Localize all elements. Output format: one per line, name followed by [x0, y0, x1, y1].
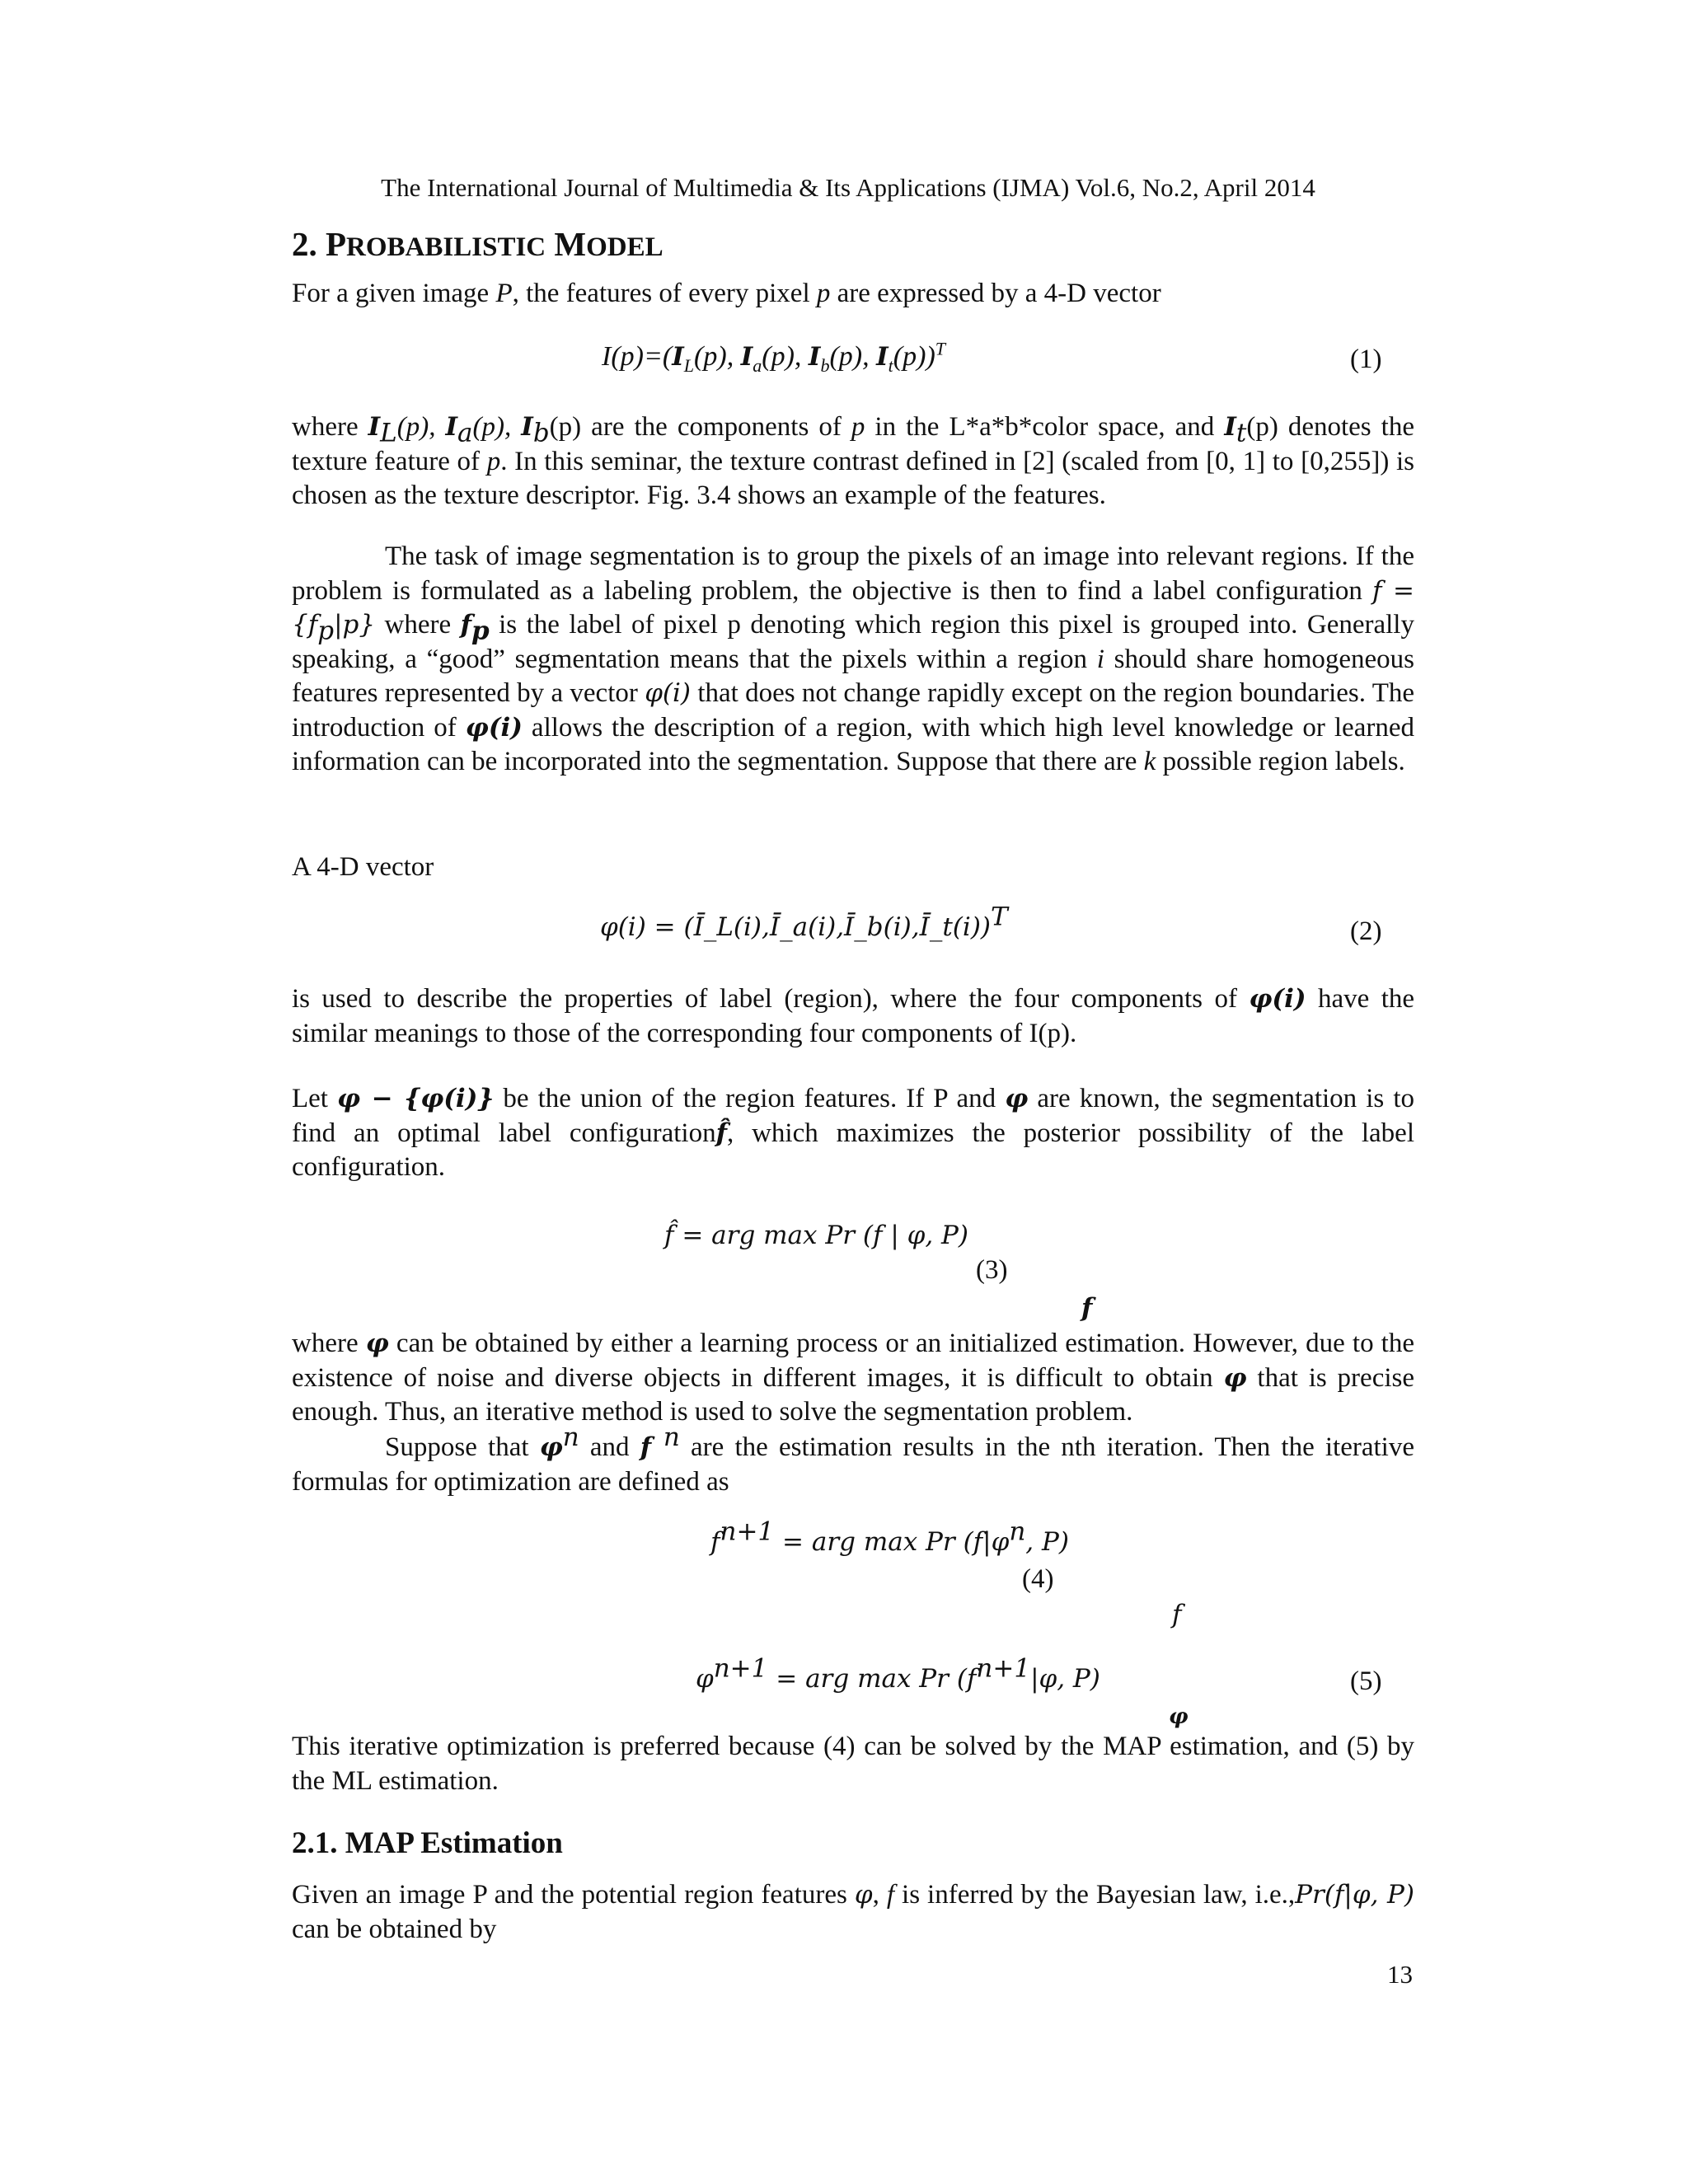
equation-5: $\varphi^{n+1}$ = arg max Pr ($f^{n+1}|\varphi$, P) — [696, 1653, 1100, 1694]
equation-4: $f^{n+1}$ = arg max Pr ($f|\varphi^n$, P) — [710, 1516, 1069, 1557]
equation-2: φ(i) = (Ī_L(i),Ī_a(i),Ī_b(i),Ī_t(i))$^T$ — [600, 902, 1008, 942]
equation-number-2: (2) — [1350, 916, 1382, 946]
paragraph-union: Let φ − {φ(i)} be the union of the region features. If P and φ are known, the segmentation is to find an optimal label configurationf̂, which maximizes the posterior possibility of the label configuration. — [292, 1084, 1414, 1182]
equation-3-subscript: f — [1081, 1293, 1093, 1323]
paragraph-intro: For a given image P, the features of every pixel p are expressed by a 4-D vector — [292, 279, 1161, 308]
running-head: The International Journal of Multimedia & Its Applications (IJMA) Vol.6, No.2, April 2014 — [381, 173, 1315, 202]
paragraph-vector: A 4-D vector — [292, 852, 434, 882]
equation-number-3: (3) — [976, 1255, 1008, 1285]
page-number: 13 — [1387, 1960, 1413, 1989]
paragraph-bayesian: Given an image P and the potential region features φ, f is inferred by the Bayesian law, i.e.,Pr(f|φ, P) can be obtained by — [292, 1880, 1414, 1944]
paragraph-iteration: Suppose that $\varphi^n$ and f $^n$ are the estimation results in the nth iteration. Then the iterative formulas for optimization are defined as — [292, 1422, 1414, 1497]
equation-4-subscript: f — [1172, 1600, 1182, 1629]
equation-3: f̂ = arg max Pr (f | φ, P) — [664, 1221, 968, 1250]
paragraph-features: where $I_L(p)$, $I_a(p)$, $I_b(p)$ are the components of p in the L*a*b*color space, and $I_t(p)$ denotes the texture feature of p. In this seminar, the texture contrast defined in [2] (scaled from [0, 1] to [0,255]) is chosen as the texture descriptor. Fig. 3.4 shows an example of the features. — [292, 412, 1414, 510]
equation-number-1: (1) — [1350, 344, 1382, 374]
paragraph-optimization: This iterative optimization is preferred because (4) can be solved by the MAP estimation, and (5) by the ML estimation. — [292, 1732, 1414, 1796]
paragraph-label-properties: is used to describe the properties of label (region), where the four components of φ(i) have the similar meanings to those of the corresponding four components of I(p). — [292, 984, 1415, 1048]
section-number: 2. — [292, 225, 317, 263]
paragraph-learning: where φ can be obtained by either a learning process or an initialized estimation. However, due to the existence of noise and diverse objects in different images, it is difficult to obtain φ that is precise enough. Thus, an iterative method is used to solve the segmentation problem. — [292, 1329, 1415, 1427]
subsection-title: 2.1. MAP Estimation — [292, 1826, 563, 1860]
equation-5-subscript: φ — [1169, 1704, 1189, 1729]
equation-number-5: (5) — [1350, 1666, 1382, 1696]
equation-number-4: (4) — [1022, 1564, 1054, 1594]
paragraph-segmentation: The task of image segmentation is to group the pixels of an image into relevant regions. If the problem is formulated as a labeling problem, the objective is then to find a label configuration $f = \{f_p|p\}$ where $f_p$ is the label of pixel p denoting which region this pixel is grouped into. Generally speaking, a “good” segmentation means that the pixels within a region i should share homogeneous features represented by a vector φ(i) that does not change rapidly except on the region boundaries. The introduction of φ(i) allows the description of a region, with which high level knowledge or learned information can be incorporated into the segmentation. Suppose that there are k possible region labels. — [292, 541, 1415, 776]
equation-1: $I(p)=(I_L(p)$, $I_a(p)$, $I_b(p)$, $I_t(p))^T$ — [602, 338, 946, 376]
section-title: 2. PROBABILISTIC MODEL — [292, 225, 663, 263]
